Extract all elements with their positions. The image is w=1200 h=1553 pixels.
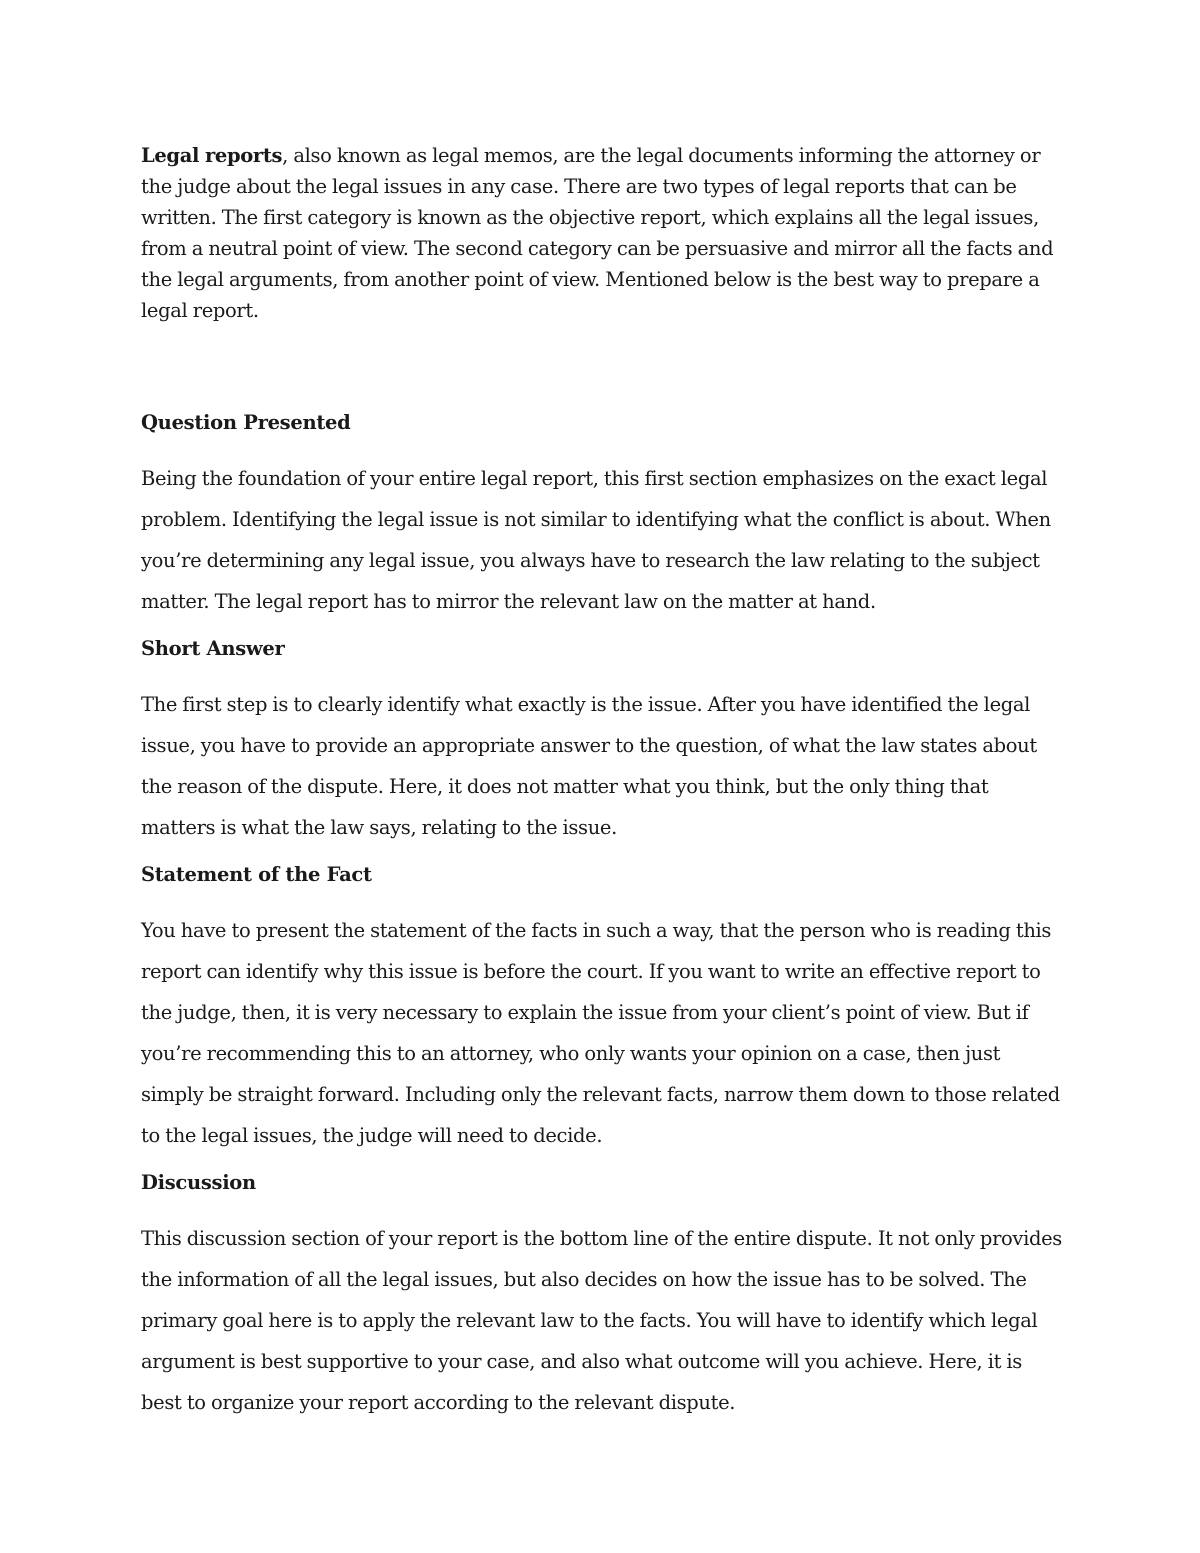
section-body: Being the foundation of your entire legal report, this first section emphasizes on the exact legal problem. Identifying the legal issue is not similar to identifying what the conflict is about. When you’re determining any legal issue, you always have to research the law relating to the subject matter. The legal report has to mirror the relevant law on the matter at hand. [141,467,1051,613]
section-body: This discussion section of your report is the bottom line of the entire dispute. It not only provides the information of all the legal issues, but also decides on how the issue has to be solved. The primary goal here is to apply the relevant law to the facts. You will have to identify which legal argument is best supportive to your case, and also what outcome will you achieve. Here, it is best to organize your report according to the relevant dispute. [141,1227,1062,1414]
section-discussion [141,1170,1066,1423]
section-heading: Short Answer [141,637,285,660]
intro-text: , also known as legal memos, are the legal documents informing the attorney or the judge about the legal issues in any case. There are two types of legal reports that can be written. The first category is known as the objective report, which explains all the legal issues, from a neutral point of view. The second category can be persuasive and mirror all the facts and the legal arguments, from another point of view. Mentioned below is the best way to prepare a legal report. [141,144,1054,322]
section-statement-of-fact [141,862,1066,1156]
section-heading: Discussion [141,1171,256,1194]
section-heading: Question Presented [141,411,351,434]
document-page [141,140,1066,1423]
intro-paragraph [141,140,1066,326]
intro-lead-term: Legal reports [141,144,283,167]
section-short-answer [141,636,1066,848]
section-question-presented [141,410,1066,622]
section-heading: Statement of the Fact [141,863,372,886]
section-body: The first step is to clearly identify what exactly is the issue. After you have identified the legal issue, you have to provide an appropriate answer to the question, of what the law states about the reason of the dispute. Here, it does not matter what you think, but the only thing that matters is what the law says, relating to the issue. [141,693,1037,839]
section-body: You have to present the statement of the facts in such a way, that the person who is reading this report can identify why this issue is before the court. If you want to write an effective report to the judge, then, it is very necessary to explain the issue from your client’s point of view. But if you’re recommending this to an attorney, who only wants your opinion on a case, then just simply be straight forward. Including only the relevant facts, narrow them down to those related to the legal issues, the judge will need to decide. [141,919,1060,1147]
